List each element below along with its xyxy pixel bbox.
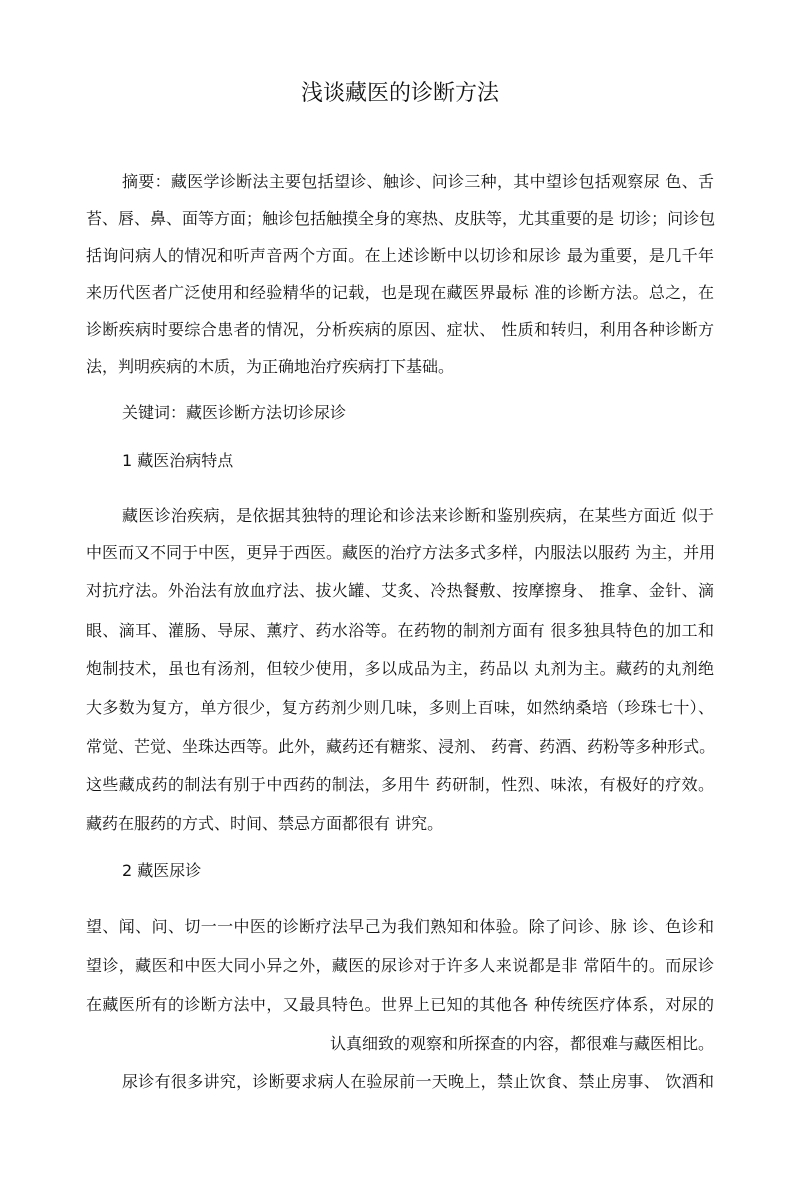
body-line: 中医而又不同于中医，更异于西医。藏医的治疗方法多式多样，内服法以服药 为主，并用 [86, 543, 716, 562]
abstract-line: 摘要：藏医学诊断法主要包括望诊、触诊、问诊三种，其中望诊包括观察尿 色、舌 [122, 172, 714, 191]
body-line: 藏医诊治疾病，是依据其独特的理论和诊法来诊断和鉴别疾病，在某些方面近 似于 [122, 506, 714, 525]
section-heading: 2 藏医尿诊 [122, 861, 202, 880]
body-line: 在藏医所有的诊断方法中，又最具特色。世界上已知的其他各 种传统医疗体系，对尿的 [86, 995, 714, 1014]
abstract-line: 法，判明疾病的木质，为正确地治疗疾病打下基础。 [86, 357, 455, 376]
body-line: 藏药在服药的方式、时间、禁忌方面都很有 讲究。 [86, 814, 444, 833]
body-line: 对抗疗法。外治法有放血疗法、拔火罐、艾炙、冷热餐敷、按摩擦身、 推拿、金针、滴 [86, 581, 714, 600]
section-heading: 1 藏医治病特点 [122, 451, 234, 470]
body-line: 望、闻、问、切一一中医的诊断疗法早己为我们熟知和体验。除了问诊、脉 诊、色诊和 [86, 917, 714, 936]
page-title: 浅谈藏医的诊断方法 [300, 81, 499, 106]
body-line: 大多数为复方，单方很少，复方药剂少则几味，多则上百味，如然纳桑培（珍珠七十）、 [86, 698, 714, 717]
abstract-line: 苔、唇、鼻、面等方面；触诊包括触摸全身的寒热、皮肤等，尤其重要的是 切诊；问诊包 [86, 209, 716, 228]
body-line: 尿诊有很多讲究，诊断要求病人在验尿前一天晚上，禁止饮食、禁止房事、 饮酒和 [122, 1072, 714, 1091]
abstract-line: 诊断疾病时要综合患者的情况，分析疾病的原因、症状、 性质和转归，利用各种诊断方 [86, 320, 714, 339]
body-line: 常觉、芒觉、坐珠达西等。此外，藏药还有糖浆、浸剂、 药膏、药酒、药粉等多种形式。 [86, 737, 716, 756]
body-line: 望诊，藏医和中医大同小异之外，藏医的尿诊对于许多人来说都是非 常陌牛的。而尿诊 [86, 956, 714, 975]
abstract-line: 来历代医者广泛使用和经验精华的记载，也是现在藏医界最标 准的诊断方法。总之，在 [86, 283, 714, 302]
body-line: 炮制技术，虽也有汤剂，但较少使用，多以成品为主，药品以 丸剂为主。藏药的丸剂绝 [86, 659, 714, 678]
abstract-line: 括询问病人的情况和听声音两个方面。在上述诊断中以切诊和尿诊 最为重要，是几千年 [86, 246, 714, 265]
body-line: 认真细致的观察和所探查的内容，都很难与藏医相比。 [329, 1034, 714, 1053]
keywords-line: 关键词：藏医诊断方法切诊尿诊 [122, 403, 347, 422]
body-line: 这些藏成药的制法有别于中西药的制法，多用牛 药研制，性烈、味浓，有极好的疗效。 [86, 775, 714, 794]
body-line: 眼、滴耳、灌肠、导尿、薰疗、药水浴等。在药物的制剂方面有 很多独具特色的加工和 [86, 621, 714, 640]
